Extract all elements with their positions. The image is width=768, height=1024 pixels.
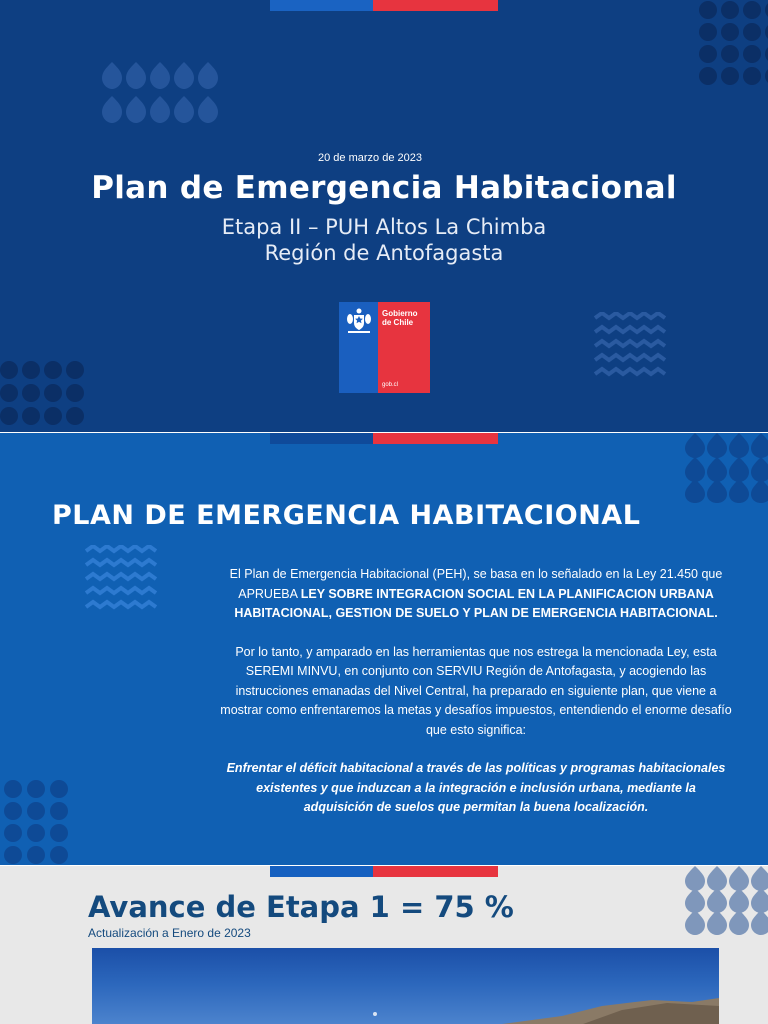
paragraph-law: El Plan de Emergencia Habitacional (PEH), se basa en lo señalado en la Ley 21.450 que APRUEBA LEY SOBRE INTEGRACION SOCIAL EN LA PLANIFICACION URBANA HABITACIONAL, GESTION DE SUELO Y PLAN DE EMERGENCIA HABITACIONAL. [229,567,723,620]
circles-decoration-icon [0,779,74,865]
circles-decoration-icon [0,360,90,432]
waves-decoration-icon [84,545,162,615]
drops-decoration-icon [100,62,220,128]
cover-slide [0,0,768,432]
presentation-date: 20 de marzo de 2023 [318,152,422,164]
intro-slide [0,433,768,865]
gobierno-de-chile-logo [339,302,430,393]
paragraph-objective: Enfrentar el déficit habitacional a través de las políticas y programas habitacionales existentes y que induzcan a la integración e inclusión urbana, mediante la adquisición de suelos que permitan la buena localización. [226,761,726,814]
logo-text: Gobierno de Chile [382,309,418,327]
flag-bar [270,866,498,877]
flag-bar [270,0,498,11]
drops-decoration-icon [684,433,768,503]
subtitle-line-region: Región de Antofagasta [264,241,504,265]
coat-of-arms-icon [345,307,373,337]
intro-body [220,565,732,837]
progress-update-date: Actualización a Enero de 2023 [88,926,251,940]
logo-url: gob.cl [382,382,399,388]
section-title: PLAN DE EMERGENCIA HABITACIONAL [52,500,641,531]
landscape-photo-icon [92,948,719,1024]
circles-decoration-icon [698,0,768,88]
site-photo [92,948,719,1024]
progress-title: Avance de Etapa 1 = 75 % [88,890,514,924]
waves-decoration-icon [593,312,671,382]
drops-decoration-icon [684,866,768,936]
flag-bar [270,433,498,444]
subtitle-line-stage: Etapa II – PUH Altos La Chimba [221,215,547,239]
paragraph-plan: Por lo tanto, y amparado en las herramientas que nos estrega la mencionada Ley, esta SEREMI MINVU, en conjunto con SERVIU Región de Antofagasta, y acogiendo las instrucciones emanadas del Nivel Central, ha preparado en siguiente plan, que viene a mostrar como enfrentaremos la metas y desafíos impuestos, entendiendo el enorme desafío que esto significa: [220,644,732,737]
cover-subtitle [0,214,768,266]
progress-slide [0,866,768,1024]
cover-title: Plan de Emergencia Habitacional [91,170,677,206]
